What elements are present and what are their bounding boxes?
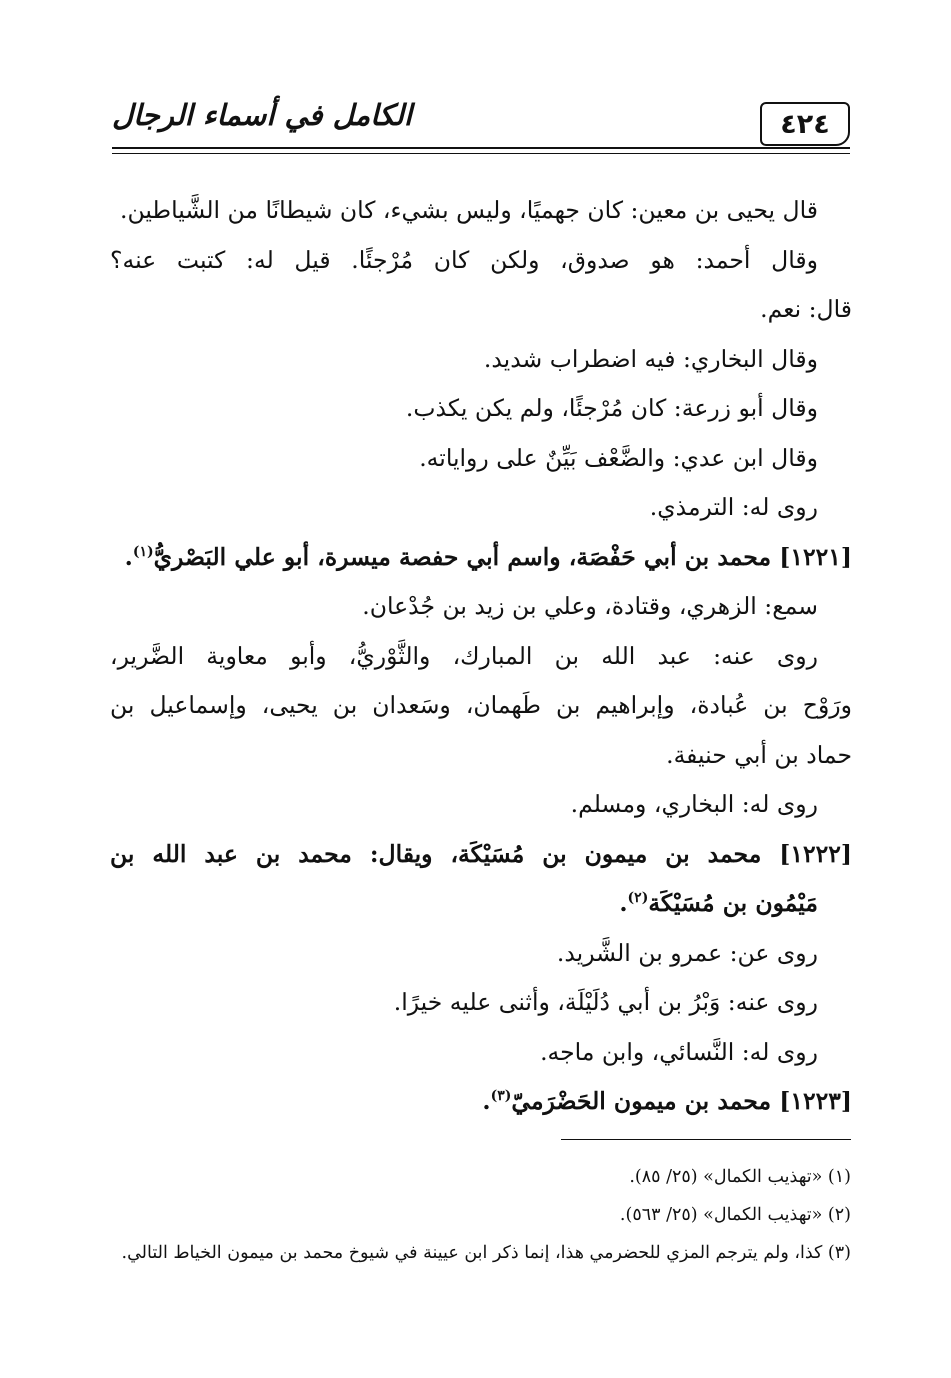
- footnote-marker: (٣): [490, 1088, 512, 1105]
- text-line: وقال البخاري: فيه اضطراب شديد.: [483, 344, 818, 373]
- text-line: روى عنه: عبد الله بن المبارك، والثَّوْريُّ، وأبو معاوية الضَّرير،: [110, 641, 818, 670]
- entry-heading-1222: [١٢٢٢] محمد بن ميمون بن مُسَيْكَة، ويقال: محمد بن عبد الله بن: [110, 839, 852, 868]
- text-line: ورَوْح بن عُبادة، وإبراهيم بن طَهمان، وسَعدان بن يحيى، وإسماعيل بن: [110, 691, 852, 719]
- text-line: روى له: الترمذي.: [649, 493, 818, 521]
- text-line: حماد بن أبي حنيفة.: [666, 740, 852, 769]
- entry-heading-end: .: [482, 1087, 491, 1115]
- entry-heading-1223: [110, 1077, 852, 1127]
- footnote-marker: (١): [132, 543, 154, 560]
- entry-heading-end: .: [124, 542, 133, 571]
- text-line: سمع: الزهري، وقتادة، وعلي بن زيد بن جُدْعان.: [362, 592, 818, 620]
- entry-heading-text: مَيْمُون بن مُسَيْكَة: [648, 889, 818, 917]
- header-rule: [112, 147, 850, 154]
- text-line: وقال أحمد: هو صدوق، ولكن كان مُرْجئًا. قيل له: كتبت عنه؟: [110, 245, 818, 274]
- entry-heading-1221: [110, 533, 852, 583]
- text-line: روى له: النَّسائي، وابن ماجه.: [540, 1037, 818, 1066]
- text-line: قال: نعم.: [760, 295, 852, 323]
- text-line: روى له: البخاري، ومسلم.: [570, 790, 818, 818]
- text-line: وقال ابن عدي: والضَّعْف بَيِّنٌ على رواياته.: [419, 443, 818, 472]
- text-line: روى عنه: وَبْرُ بن أبي دُلَيْلَة، وأثنى عليه خيرًا.: [393, 988, 818, 1016]
- footnote-marker: (٢): [627, 890, 649, 907]
- page-header: [112, 98, 850, 154]
- text-line: وقال أبو زرعة: كان مُرْجئًا، ولم يكن يكذب.: [405, 394, 818, 422]
- entry-heading-text: [١٢٢٣] محمد بن ميمون الحَضْرَميّ: [511, 1087, 852, 1115]
- entry-heading-end: .: [619, 889, 628, 917]
- footnote: (١) «تهذيب الكمال» (٢٥/ ٨٥).: [629, 1167, 851, 1187]
- text-line: قال يحيى بن معين: كان جهميًا، وليس بشيء، كان شيطانًا من الشَّياطين.: [119, 196, 818, 224]
- entry-heading-text: [١٢٢١] محمد بن أبي حَفْصَة، واسم أبي حفصة ميسرة، أبو علي البَصْريُّ: [153, 542, 852, 571]
- footnote-divider: [561, 1139, 851, 1140]
- entry-heading-1222-cont: [110, 879, 852, 929]
- book-title: الكامل في أسماء الرجال: [112, 98, 412, 132]
- footnote: (٢) «تهذيب الكمال» (٢٥/ ٥٦٣).: [619, 1205, 851, 1225]
- text-line: روى عن: عمرو بن الشَّريد.: [556, 938, 818, 967]
- footnotes: [99, 1158, 851, 1272]
- page-number: ٤٢٤: [760, 102, 850, 146]
- main-text: [110, 186, 852, 1127]
- footnote: (٣) كذا، ولم يترجم المزي للحضرمي هذا، إنما ذكر ابن عيينة في شيوخ محمد بن ميمون الخياط التالي.: [121, 1243, 851, 1263]
